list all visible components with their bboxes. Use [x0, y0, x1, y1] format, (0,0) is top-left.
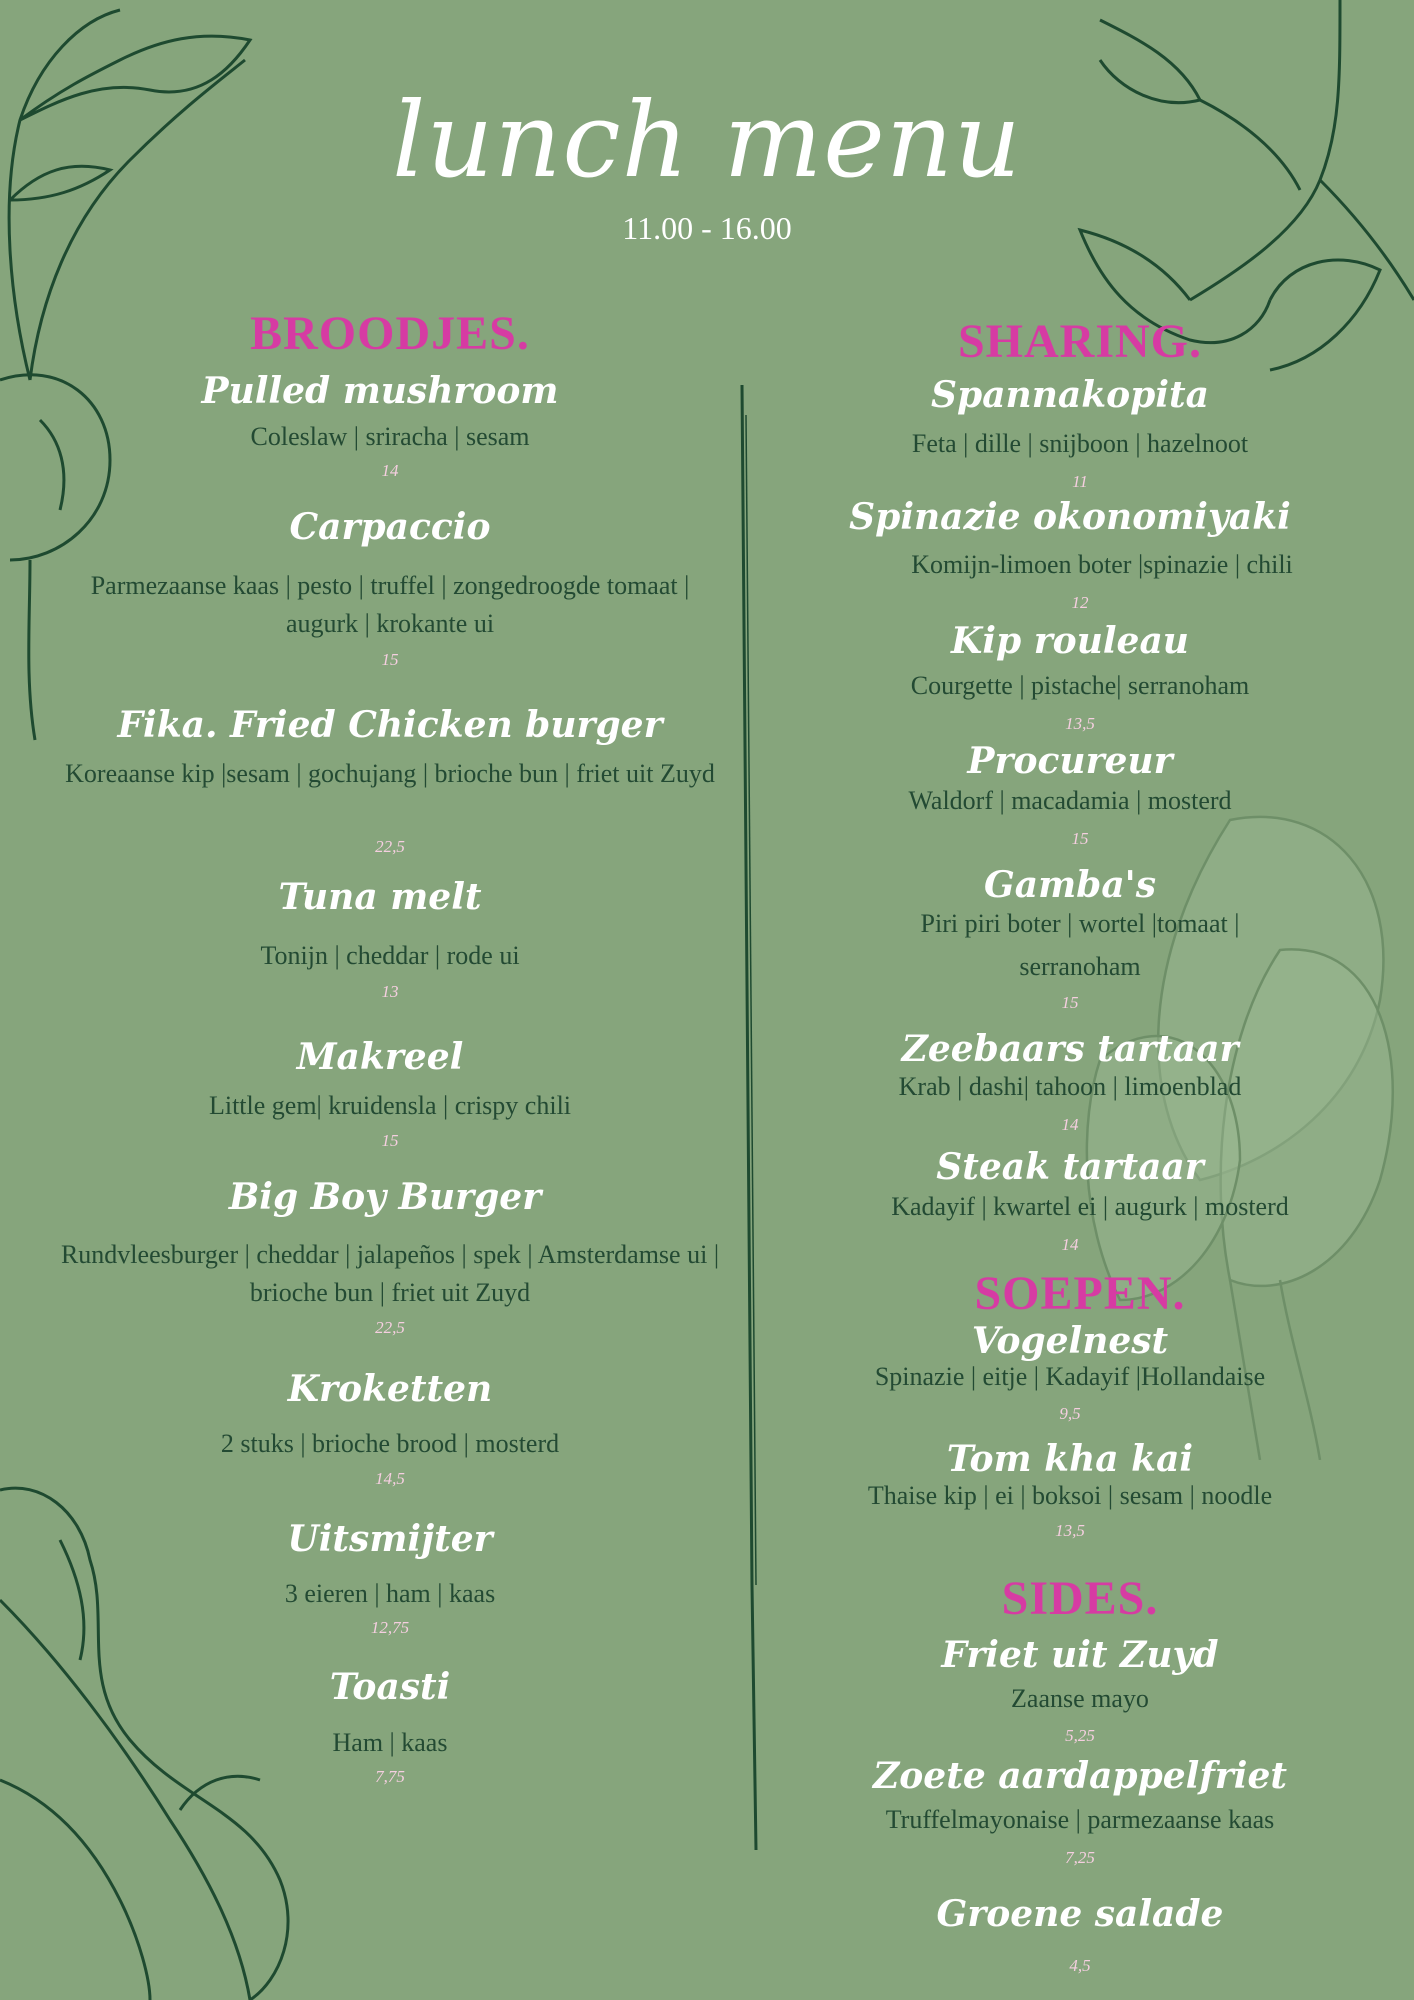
item-price: 15 [381, 1131, 399, 1150]
item-price: 7,75 [375, 1767, 405, 1786]
item-description: Parmezaanse kaas | pesto | truffel | zongedroogde tomaat | augurk | krokante ui [90, 571, 690, 638]
item-price: 9,5 [1059, 1404, 1081, 1423]
item-name: Big Boy Burger [228, 1176, 542, 1218]
section-title-sides: SIDES. [1001, 1572, 1159, 1625]
item-price: 15 [1061, 993, 1079, 1012]
item-price: 14,5 [375, 1469, 405, 1488]
item-description: Courgette | pistache| serranoham [910, 671, 1250, 700]
item-price: 13,5 [1055, 1521, 1085, 1540]
item-name: Makreel [296, 1036, 464, 1078]
item-price: 22,5 [375, 1318, 405, 1337]
item-description: Coleslaw | sriracha | sesam [250, 422, 530, 451]
item-name: Tom kha kai [946, 1438, 1194, 1480]
item-price: 15 [1071, 829, 1089, 848]
section-title-sharing: SHARING. [957, 315, 1203, 368]
item-price: 22,5 [375, 837, 405, 856]
item-name: Kip rouleau [951, 620, 1189, 662]
item-name: Zoete aardappelfriet [873, 1755, 1287, 1797]
item-name: Groene salade [936, 1893, 1224, 1935]
item-description: Rundvleesburger | cheddar | jalapeños | spek | Amsterdamse ui | brioche bun | friet uit Zuyd [60, 1240, 720, 1307]
item-price: 4,5 [1069, 1956, 1091, 1975]
item-price: 14 [381, 461, 399, 480]
item-name: Fika. Fried Chicken burger [117, 704, 663, 746]
item-name: Toasti [329, 1666, 451, 1708]
item-name: Zeebaars tartaar [901, 1028, 1239, 1070]
item-description: Zaanse mayo [1011, 1684, 1149, 1713]
item-description: 3 eieren | ham | kaas [284, 1579, 496, 1608]
item-name: Friet uit Zuyd [941, 1634, 1219, 1676]
item-price: 7,25 [1065, 1848, 1095, 1867]
item-price: 12 [1071, 593, 1089, 612]
item-description: Waldorf | macadamia | mosterd [908, 786, 1232, 815]
item-description: Little gem| kruidensla | crispy chili [208, 1091, 572, 1120]
item-description: Komijn-limoen boter |spinazie | chili [911, 550, 1293, 579]
item-name: Uitsmijter [287, 1518, 493, 1560]
item-price: 12,75 [370, 1618, 410, 1637]
item-name: Vogelnest [971, 1320, 1169, 1362]
item-price: 13,5 [1065, 714, 1095, 733]
section-title-broodjes: BROODJES. [250, 307, 530, 360]
item-price: 14 [1061, 1235, 1079, 1254]
item-price: 14 [1061, 1115, 1079, 1134]
item-price: 15 [381, 650, 399, 669]
item-description: Feta | dille | snijboon | hazelnoot [911, 429, 1249, 458]
menu-title: lunch menu [392, 79, 1022, 201]
item-description: Thaise kip | ei | boksoi | sesam | noodle [867, 1481, 1273, 1510]
item-name: Spannakopita [931, 374, 1209, 416]
menu-hours: 11.00 - 16.00 [622, 210, 792, 246]
item-name: Steak tartaar [936, 1146, 1204, 1188]
item-price: 13 [381, 982, 399, 1001]
item-description: Kadayif | kwartel ei | augurk | mosterd [891, 1192, 1289, 1221]
item-name: Kroketten [287, 1368, 493, 1410]
item-description: Tonijn | cheddar | rode ui [260, 941, 520, 970]
item-description: Koreaanse kip |sesam | gochujang | brioche bun | friet uit Zuyd [65, 759, 715, 788]
item-name: Procureur [967, 740, 1173, 782]
section-title-soepen: SOEPEN. [974, 1267, 1186, 1320]
item-name: Gamba's [984, 864, 1156, 906]
item-name: Pulled mushroom [201, 370, 559, 412]
item-description: Spinazie | eitje | Kadayif |Hollandaise [874, 1362, 1266, 1391]
item-description: Piri piri boter | wortel |tomaat | serranoham [920, 909, 1240, 981]
item-price: 5,25 [1065, 1726, 1095, 1745]
item-description: Ham | kaas [332, 1728, 448, 1757]
item-description: 2 stuks | brioche brood | mosterd [220, 1429, 560, 1458]
item-description: Krab | dashi| tahoon | limoenblad [898, 1072, 1242, 1101]
item-price: 11 [1072, 472, 1088, 491]
item-name: Tuna melt [278, 876, 482, 918]
item-description: Truffelmayonaise | parmezaanse kaas [885, 1805, 1275, 1834]
column-divider [730, 385, 770, 1850]
item-name: Carpaccio [289, 506, 491, 548]
item-name: Spinazie okonomiyaki [849, 496, 1291, 538]
